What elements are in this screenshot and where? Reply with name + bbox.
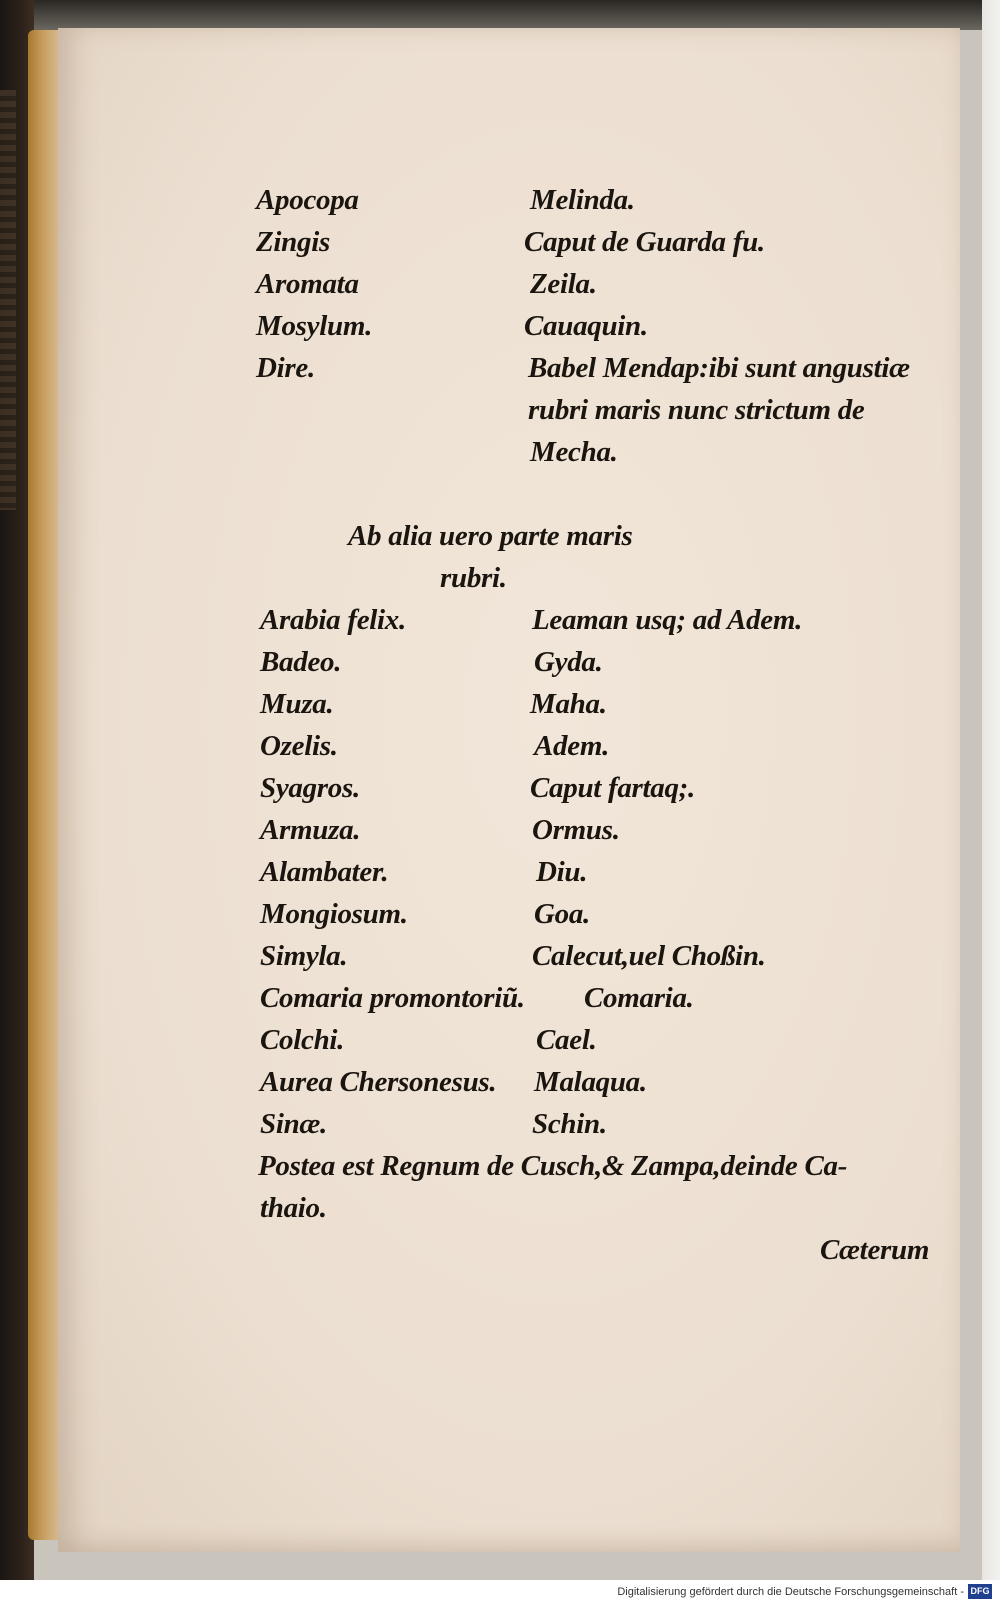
left-entry-mongiosum: Mongiosum.	[260, 898, 408, 930]
section-heading-line-2: rubri.	[440, 562, 507, 594]
dfg-logo: DFG	[968, 1584, 992, 1599]
right-entry-gyda: Gyda.	[534, 646, 603, 678]
left-entry-aurea-chersonesus: Aurea Chersonesus.	[260, 1066, 497, 1098]
catchword: Cæterum	[820, 1234, 930, 1266]
right-entry-maha: Maha.	[530, 688, 607, 720]
left-entry-comaria-promontorium: Comaria promontoriũ.	[260, 982, 525, 1014]
left-entry-aromata: Aromata	[256, 268, 359, 300]
right-entry-leaman: Leaman usq; ad Adem.	[532, 604, 803, 636]
right-entry-caput-de-guarda: Caput de Guarda fu.	[524, 226, 765, 258]
left-entry-colchi: Colchi.	[260, 1024, 345, 1056]
continuation-line-1: rubri maris nunc strictum de	[528, 394, 865, 426]
right-entry-cauaquin: Cauaquin.	[524, 310, 648, 342]
left-entry-simyla: Simyla.	[260, 940, 348, 972]
left-entry-arabia-felix: Arabia felix.	[260, 604, 406, 636]
left-entry-badeo: Badeo.	[260, 646, 342, 678]
right-entry-comaria: Comaria.	[584, 982, 694, 1014]
right-entry-zeila: Zeila.	[530, 268, 597, 300]
right-entry-diu: Diu.	[536, 856, 588, 888]
right-entry-goa: Goa.	[534, 898, 590, 930]
adjacent-page-edge	[982, 0, 1000, 1580]
right-entry-ormus: Ormus.	[532, 814, 620, 846]
section-heading-line-1: Ab alia uero parte maris	[348, 520, 633, 552]
left-entry-apocopa: Apocopa	[256, 184, 359, 216]
left-entry-ozelis: Ozelis.	[260, 730, 338, 762]
left-entry-mosylum: Mosylum.	[256, 310, 373, 342]
left-entry-syagros: Syagros.	[260, 772, 360, 804]
left-entry-muza: Muza.	[260, 688, 334, 720]
left-entry-armuza: Armuza.	[260, 814, 361, 846]
continuation-line-2: Mecha.	[530, 436, 618, 468]
closing-line-2: thaio.	[260, 1192, 327, 1224]
right-entry-melinda: Melinda.	[530, 184, 635, 216]
right-entry-babel-mendap: Babel Mendap:ibi sunt angustiæ	[528, 352, 910, 384]
funding-credit: Digitalisierung gefördert durch die Deutsche Forschungsgemeinschaft -	[617, 1586, 964, 1598]
left-entry-dire: Dire.	[256, 352, 315, 384]
left-entry-zingis: Zingis	[256, 226, 330, 258]
right-entry-caput-fartaq: Caput fartaq;.	[530, 772, 695, 804]
right-entry-schin: Schin.	[532, 1108, 607, 1140]
right-entry-calecut: Calecut,uel Choßin.	[532, 940, 766, 972]
left-entry-alambater: Alambater.	[260, 856, 389, 888]
right-entry-cael: Cael.	[536, 1024, 597, 1056]
left-entry-sinae: Sinæ.	[260, 1108, 328, 1140]
closing-line-1: Postea est Regnum de Cusch,& Zampa,deinde Ca-	[258, 1150, 848, 1182]
right-entry-adem: Adem.	[534, 730, 610, 762]
binding-spine-texture	[0, 90, 16, 510]
right-entry-malaqua: Malaqua.	[534, 1066, 647, 1098]
scan-background-top	[34, 0, 1000, 30]
book-page	[58, 28, 960, 1552]
